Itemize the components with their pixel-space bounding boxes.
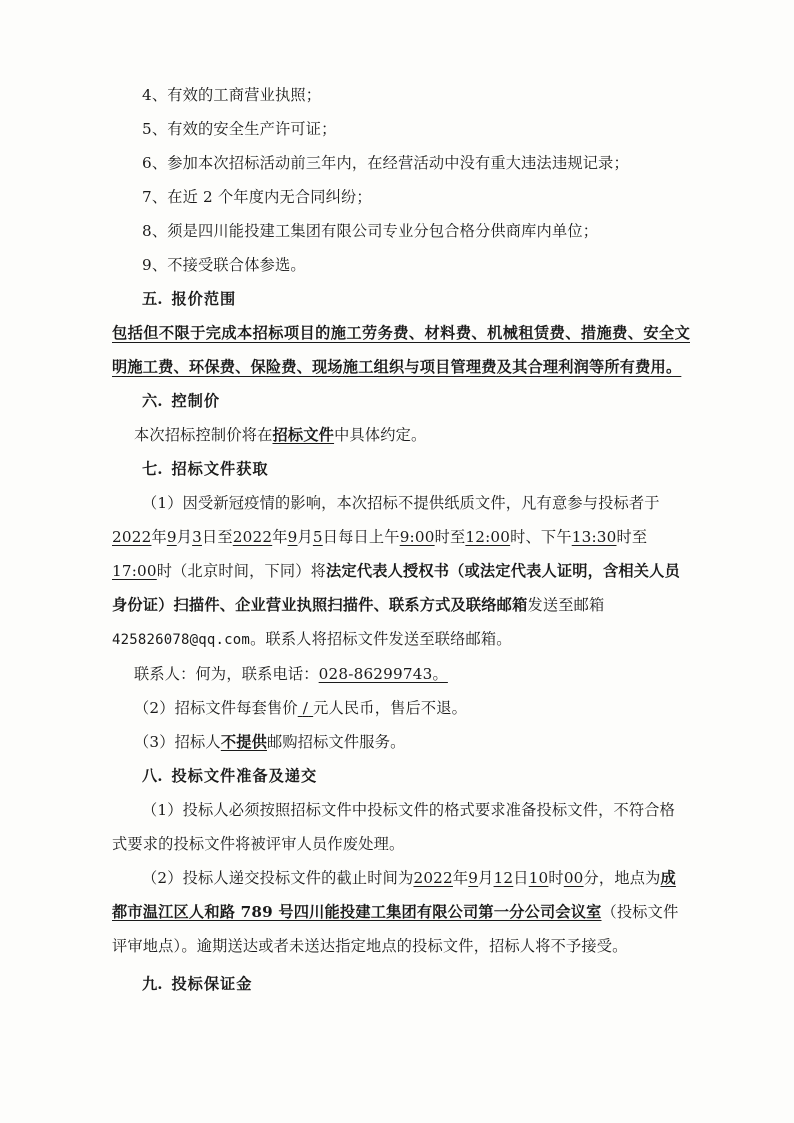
deadline-day: 12: [493, 869, 514, 887]
pm-end-time: 17:00: [112, 562, 157, 580]
contact-line: [112, 657, 690, 691]
text: 时: [548, 869, 564, 887]
section-5-body-text: 包括但不限于完成本招标项目的施工劳务费、材料费、机械租赁费、措施费、安全文明施工费、环保费、保险费、现场施工组织与项目管理费及其合理利润等所有费用。: [112, 324, 690, 376]
deadline-hour: 10: [528, 869, 549, 887]
text: 本次招标控制价将在: [134, 426, 273, 444]
am-end-time: 12:00: [465, 528, 511, 546]
section-7-paragraph-3: [112, 725, 690, 759]
text: 日: [513, 869, 529, 887]
pm-start-time: 13:30: [571, 528, 617, 546]
section-6-body: [112, 418, 690, 452]
text: 年: [151, 528, 167, 546]
end-month: 9: [287, 528, 298, 546]
start-day: 3: [192, 528, 202, 546]
section-heading-5: [112, 282, 690, 316]
deadline-minute: 00: [563, 869, 584, 887]
contact-phone: 028-86299743。: [318, 665, 448, 683]
text: （投标文件评审地点）。逾期送达或者未送达指定地点的投标文件，招标人将不予接受。: [112, 903, 679, 955]
section-8-paragraph-2: [112, 861, 690, 963]
text: （1）投标人必须按照招标文件中投标文件的格式要求准备投标文件，不符合格式要求的投标文件将被评审人员作废处理。: [112, 801, 676, 853]
emphasis-text: 招标文件: [272, 426, 335, 444]
start-month: 9: [166, 528, 177, 546]
section-title: 控制价: [171, 392, 221, 410]
list-item-text: 6、参加本次招标活动前三年内，在经营活动中没有重大违法违规记录；: [142, 154, 629, 172]
text: 时至: [434, 528, 466, 546]
section-number: 八.: [142, 767, 163, 785]
list-item-text: 9、不接受联合体参选。: [142, 256, 306, 274]
section-heading-6: [112, 384, 690, 418]
list-item: [112, 180, 690, 214]
text: （2）投标人递交投标文件的截止时间为: [142, 869, 414, 887]
section-number: 九.: [142, 975, 163, 993]
section-title: 投标文件准备及递交: [171, 767, 318, 785]
list-item-text: 7、在近 2 个年度内无合同纠纷；: [142, 188, 372, 206]
section-title: 投标保证金: [171, 975, 253, 993]
list-item-text: 8、须是四川能投建工集团有限公司专业分包合格分供商库内单位；: [142, 222, 599, 240]
section-number: 五.: [142, 290, 163, 308]
end-year: 2022: [232, 528, 273, 546]
submission-address: 成都市温江区人和路 789 号四川能投建工集团有限公司第一分公司会议室: [112, 869, 676, 921]
text: 月: [297, 528, 313, 546]
list-item: [112, 78, 690, 112]
text: 邮购招标文件服务。: [266, 733, 406, 751]
text: 时至: [616, 528, 648, 546]
required-documents-text: 法定代表人授权书（或法定代表人证明，含相关人员身份证）扫描件、企业营业执照扫描件、联系方式及联络邮箱: [112, 562, 680, 614]
text: 。联系人将招标文件发送至联络邮箱。: [250, 630, 512, 648]
am-start-time: 9:00: [399, 528, 435, 546]
section-5-body: [112, 316, 690, 384]
text: 时（北京时间，下同）将: [156, 562, 327, 580]
start-year: 2022: [112, 528, 152, 546]
section-7-paragraph-2: [112, 691, 690, 725]
text: 中具体约定。: [334, 426, 427, 444]
list-item: [112, 214, 690, 248]
contact-label: 联系人：何为，联系电话：: [134, 665, 319, 683]
text: 年: [272, 528, 288, 546]
text: 日至: [201, 528, 233, 546]
document-price: /: [302, 699, 309, 717]
text: 分，地点为: [583, 869, 661, 887]
list-item-text: 5、有效的安全生产许可证；: [142, 120, 337, 138]
contact-email: 425826078@qq.com: [112, 632, 251, 648]
deadline-year: 2022: [413, 869, 453, 887]
document-content: [112, 78, 690, 1001]
text: 时、下午: [510, 528, 572, 546]
section-title: 报价范围: [171, 290, 237, 308]
section-8-paragraph-1: [112, 793, 690, 861]
list-item: [112, 248, 690, 282]
section-7-paragraph-1: [112, 486, 690, 657]
text: （3）招标人: [134, 733, 221, 751]
text: 年: [452, 869, 469, 887]
deadline-month: 9: [468, 869, 479, 887]
list-item-text: 4、有效的工商营业执照；: [142, 86, 322, 104]
section-heading-9: [112, 967, 690, 1001]
text: 元人民币，售后不退。: [313, 699, 468, 717]
text: 发送至邮箱: [527, 596, 605, 614]
text: 日每日上午: [322, 528, 400, 546]
text: （1）因受新冠疫情的影响，本次招标不提供纸质文件，凡有意参与投标者于: [142, 494, 660, 512]
text: 月: [176, 528, 193, 546]
section-heading-8: [112, 759, 690, 793]
text: （2）招标文件每套售价: [134, 699, 298, 717]
section-number: 六.: [142, 392, 163, 410]
section-heading-7: [112, 452, 690, 486]
list-item: [112, 146, 690, 180]
section-number: 七.: [142, 460, 163, 478]
list-item: [112, 112, 690, 146]
text: 月: [478, 869, 494, 887]
section-title: 招标文件获取: [171, 460, 269, 478]
end-day: 5: [312, 528, 323, 546]
emphasis-text: 不提供: [220, 733, 267, 751]
